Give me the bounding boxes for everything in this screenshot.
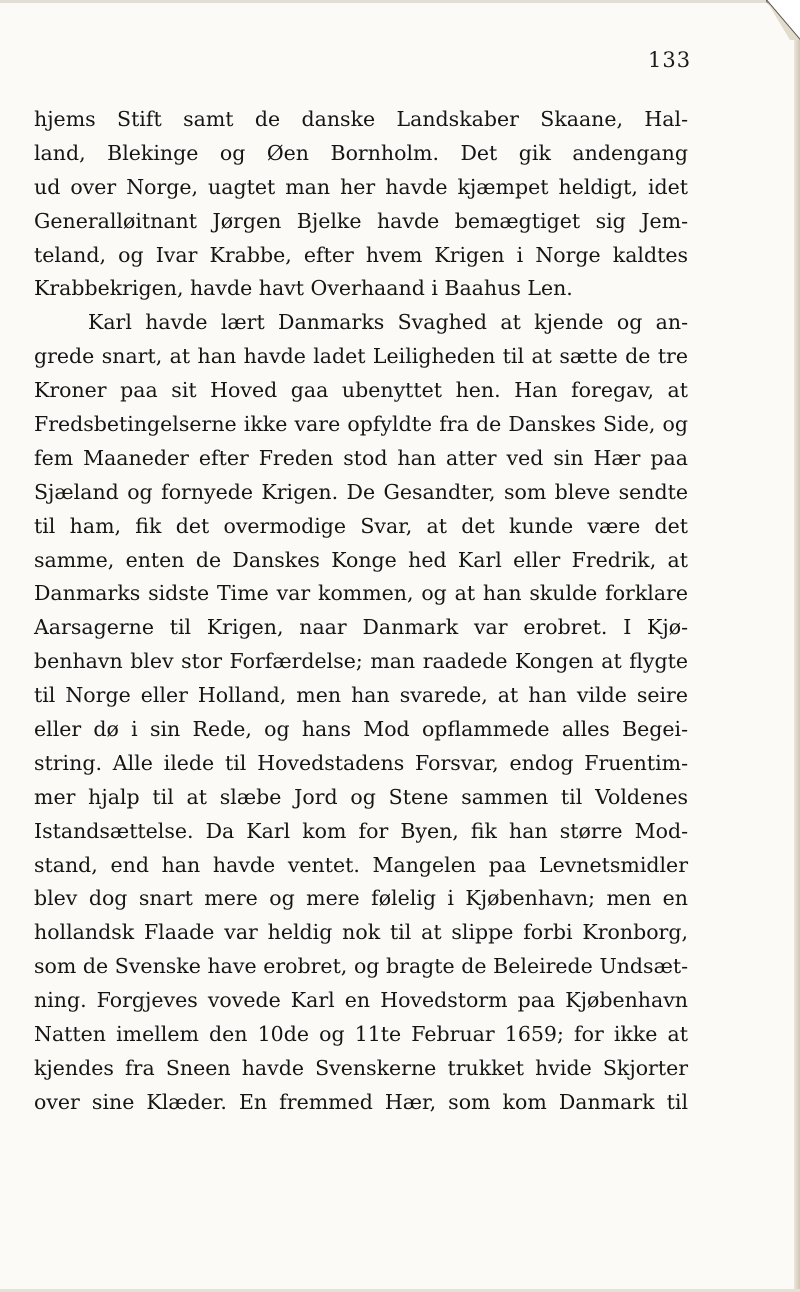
text-line: blev dog snart mere og mere følelig i Kjøbenhavn; men en — [34, 886, 688, 911]
text-line: Danmarks sidste Time var kommen, og at han skulde forklare — [34, 581, 688, 606]
text-line: til ham, fik det overmodige Svar, at det kunde være det — [34, 513, 688, 538]
text-line: ning. Forgjeves vovede Karl en Hovedstorm paa Kjøbenhavn — [34, 988, 688, 1013]
text-line: hjems Stift samt de danske Landskaber Skaane, Hal- — [34, 107, 688, 131]
text-line: Karl havde lært Danmarks Svaghed at kjende og an- — [88, 310, 688, 335]
text-line: grede snart, at han havde ladet Leiligheden til at sætte de tre — [34, 344, 688, 369]
text-line: Fredsbetingelserne ikke vare opfyldte fra de Danskes Side, og — [34, 412, 688, 437]
text-line: over sine Klæder. En fremmed Hær, som kom Danmark til — [34, 1089, 688, 1114]
text-line: til Norge eller Holland, men han svarede, at han vilde seire — [34, 683, 688, 708]
text-line: kjendes fra Sneen havde Svenskerne trukket hvide Skjorter — [34, 1055, 688, 1080]
text-line: hollandsk Flaade var heldig nok til at slippe forbi Kronborg, — [34, 920, 688, 945]
text-line: Krabbekrigen, havde havt Overhaand i Baahus Len. — [34, 276, 573, 301]
page-top-edge — [0, 0, 800, 3]
text-line: Aarsagerne til Krigen, naar Danmark var erobret. I Kjø- — [34, 615, 688, 640]
text-line: fem Maaneder efter Freden stod han atter ved sin Hær paa — [34, 445, 688, 470]
text-line: som de Svenske have erobret, og bragte de Beleirede Undsæt- — [34, 954, 688, 979]
text-line: teland, og Ivar Krabbe, efter hvem Krigen i Norge kaldtes — [34, 242, 688, 267]
text-line: samme, enten de Danskes Konge hed Karl eller Fredrik, at — [34, 547, 688, 572]
folded-corner — [766, 0, 800, 40]
text-line: eller dø i sin Rede, og hans Mod opflammede alles Begei- — [34, 717, 688, 742]
text-line: benhavn blev stor Forfærdelse; man raadede Kongen at flygte — [34, 649, 688, 674]
page-number: 133 — [648, 48, 692, 72]
text-line: stand, end han havde ventet. Mangelen paa Levnetsmidler — [34, 852, 688, 877]
text-line: Istandsættelse. Da Karl kom for Byen, fik han større Mod- — [34, 818, 688, 843]
text-line: Sjæland og fornyede Krigen. De Gesandter, som bleve sendte — [34, 479, 688, 504]
text-line: Kroner paa sit Hoved gaa ubenyttet hen. Han foregav, at — [34, 378, 688, 403]
body-text — [34, 103, 688, 1120]
text-line: ud over Norge, uagtet man her havde kjæmpet heldigt, idet — [34, 174, 688, 199]
page-right-edge — [794, 0, 800, 1292]
text-line: Generalløitnant Jørgen Bjelke havde bemægtiget sig Jem- — [34, 208, 688, 233]
text-line: land, Blekinge og Øen Bornholm. Det gik andengang — [34, 140, 688, 165]
text-line: string. Alle ilede til Hovedstadens Forsvar, endog Fruentim- — [34, 750, 688, 775]
text-line: Natten imellem den 10de og 11te Februar 1659; for ikke at — [34, 1022, 688, 1047]
text-line: mer hjalp til at slæbe Jord og Stene sammen til Voldenes — [34, 784, 688, 809]
